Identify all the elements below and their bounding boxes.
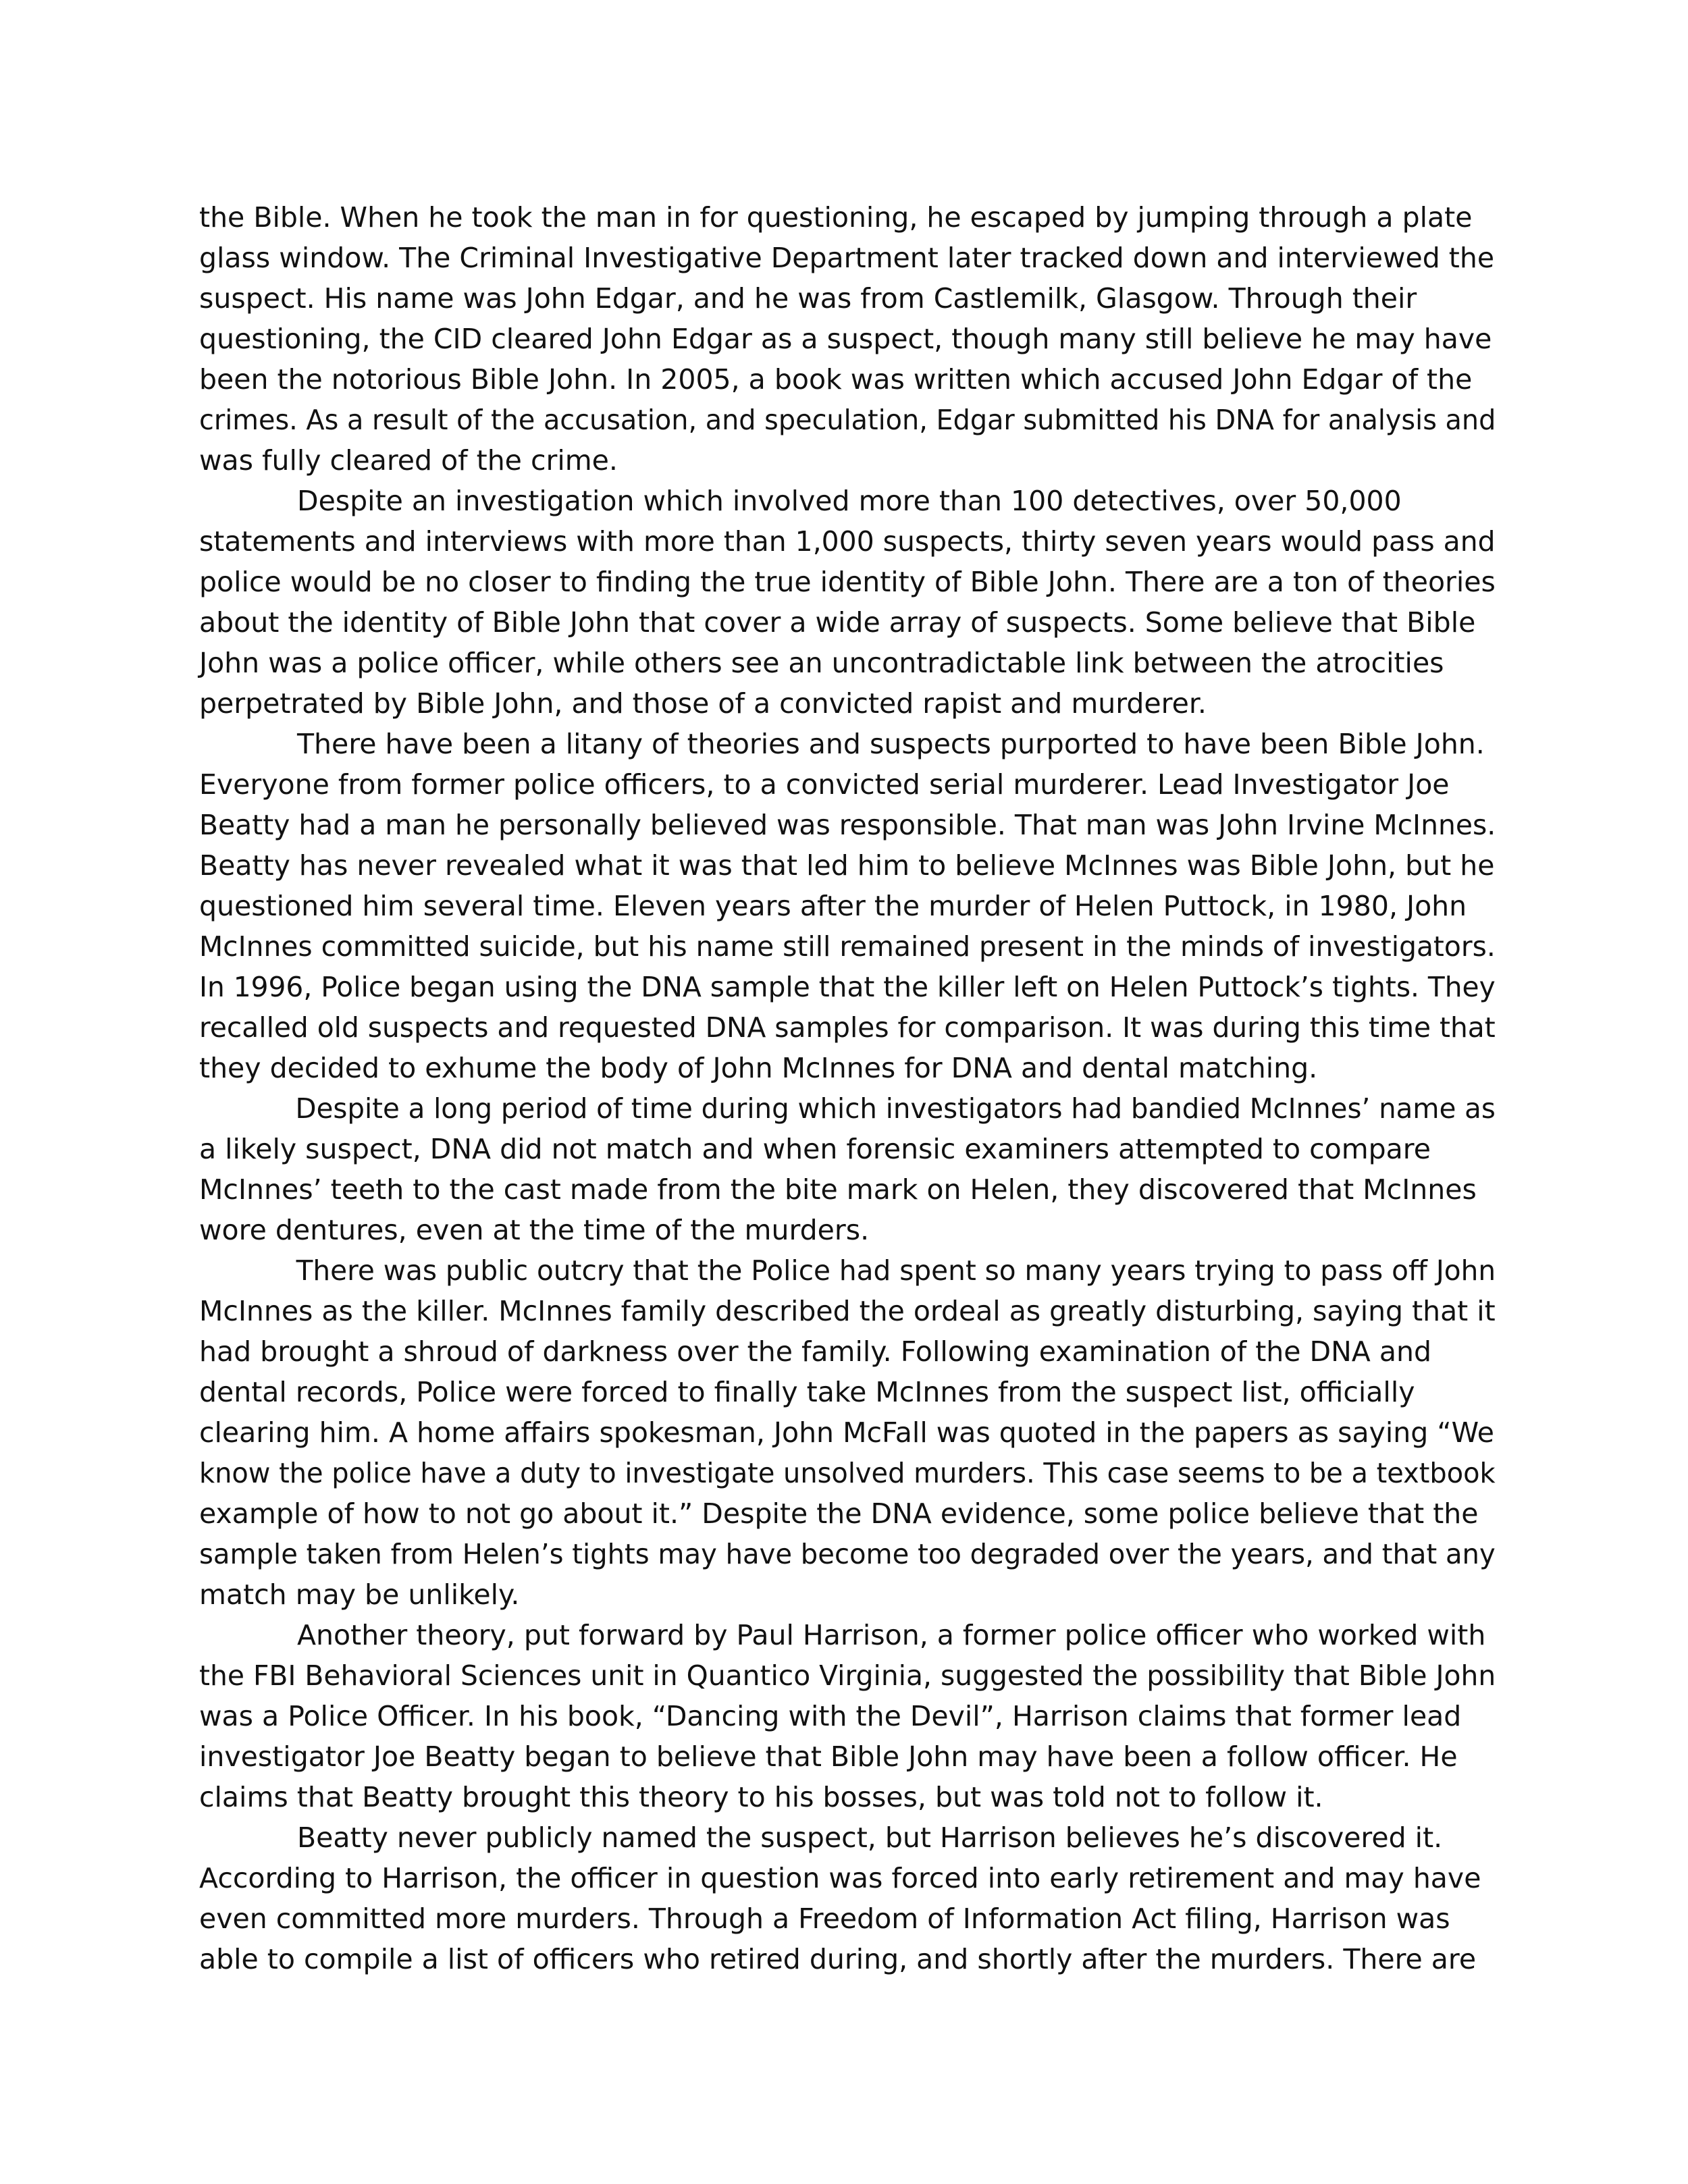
text-line: suspect. His name was John Edgar, and he was from Castlemilk, Glasgow. Through their	[199, 282, 1417, 315]
text-line: had brought a shroud of darkness over the family. Following examination of the DNA and	[199, 1335, 1432, 1368]
text-line: about the identity of Bible John that cover a wide array of suspects. Some believe that Bible	[199, 606, 1476, 639]
text-line: According to Harrison, the officer in question was forced into early retirement and may have	[199, 1862, 1481, 1894]
text-line: dental records, Police were forced to finally take McInnes from the suspect list, officially	[199, 1376, 1415, 1408]
text-line: glass window. The Criminal Investigative Department later tracked down and interviewed the	[199, 242, 1495, 274]
text-line: able to compile a list of officers who retired during, and shortly after the murders. There are	[199, 1943, 1477, 1975]
text-line: statements and interviews with more than 1,000 suspects, thirty seven years would pass and	[199, 525, 1496, 558]
text-line: John was a police officer, while others see an uncontradictable link between the atrocities	[199, 647, 1444, 679]
text-line: claims that Beatty brought this theory to his bosses, but was told not to follow it.	[199, 1781, 1323, 1813]
text-line: McInnes as the killer. McInnes family described the ordeal as greatly disturbing, saying that it	[199, 1295, 1496, 1327]
paragraph-first-line: There was public outcry that the Police had spent so many years trying to pass off John	[296, 1254, 1496, 1287]
text-line: investigator Joe Beatty began to believe that Bible John may have been a follow officer. He	[199, 1740, 1458, 1773]
text-line: they decided to exhume the body of John McInnes for DNA and dental matching.	[199, 1052, 1318, 1084]
text-line: Beatty had a man he personally believed was responsible. That man was John Irvine McInnes.	[199, 809, 1496, 841]
paragraph-first-line: Another theory, put forward by Paul Harrison, a former police officer who worked with	[297, 1619, 1486, 1651]
paragraph-first-line: Despite an investigation which involved more than 100 detectives, over 50,000	[297, 485, 1402, 517]
text-line: police would be no closer to finding the true identity of Bible John. There are a ton of theories	[199, 566, 1496, 598]
text-line: even committed more murders. Through a Freedom of Information Act filing, Harrison was	[199, 1902, 1450, 1935]
text-line: questioned him several time. Eleven years after the murder of Helen Puttock, in 1980, John	[199, 890, 1467, 922]
text-line: wore dentures, even at the time of the murders.	[199, 1214, 870, 1246]
text-line: example of how to not go about it.” Despite the DNA evidence, some police believe that the	[199, 1497, 1479, 1530]
text-line: McInnes’ teeth to the cast made from the bite mark on Helen, they discovered that McInnes	[199, 1173, 1477, 1206]
text-line: been the notorious Bible John. In 2005, a book was written which accused John Edgar of the	[199, 363, 1473, 396]
text-line: recalled old suspects and requested DNA samples for comparison. It was during this time that	[199, 1011, 1496, 1044]
paragraph-first-line: Despite a long period of time during which investigators had bandied McInnes’ name as	[295, 1092, 1496, 1125]
text-line: sample taken from Helen’s tights may have become too degraded over the years, and that any	[199, 1538, 1496, 1570]
text-line: know the police have a duty to investigate unsolved murders. This case seems to be a textbook	[199, 1457, 1496, 1489]
text-line: In 1996, Police began using the DNA sample that the killer left on Helen Puttock’s tights. They	[199, 971, 1496, 1003]
text-line: was fully cleared of the crime.	[199, 444, 618, 477]
paragraph-first-line: There have been a litany of theories and suspects purported to have been Bible John.	[297, 728, 1485, 760]
text-line: questioning, the CID cleared John Edgar as a suspect, though many still believe he may have	[199, 323, 1492, 355]
text-line: McInnes committed suicide, but his name still remained present in the minds of investigators.	[199, 930, 1496, 963]
paragraph-first-line: Beatty never publicly named the suspect, but Harrison believes he’s discovered it.	[297, 1821, 1443, 1854]
text-line: match may be unlikely.	[199, 1578, 520, 1611]
text-line: a likely suspect, DNA did not match and when forensic examiners attempted to compare	[199, 1133, 1431, 1165]
text-line: clearing him. A home affairs spokesman, John McFall was quoted in the papers as saying “We	[199, 1416, 1494, 1449]
text-line: Beatty has never revealed what it was that led him to believe McInnes was Bible John, but he	[199, 849, 1495, 882]
text-line: the Bible. When he took the man in for questioning, he escaped by jumping through a plate	[199, 201, 1473, 234]
text-line: was a Police Officer. In his book, “Dancing with the Devil”, Harrison claims that former lead	[199, 1700, 1462, 1732]
body-text	[199, 197, 1496, 1979]
text-line: perpetrated by Bible John, and those of a convicted rapist and murderer.	[199, 687, 1207, 720]
text-line: Everyone from former police officers, to a convicted serial murderer. Lead Investigator Joe	[199, 768, 1450, 801]
text-line: crimes. As a result of the accusation, and speculation, Edgar submitted his DNA for analysis and	[199, 404, 1496, 436]
text-line: the FBI Behavioral Sciences unit in Quantico Virginia, suggested the possibility that Bible John	[199, 1659, 1496, 1692]
